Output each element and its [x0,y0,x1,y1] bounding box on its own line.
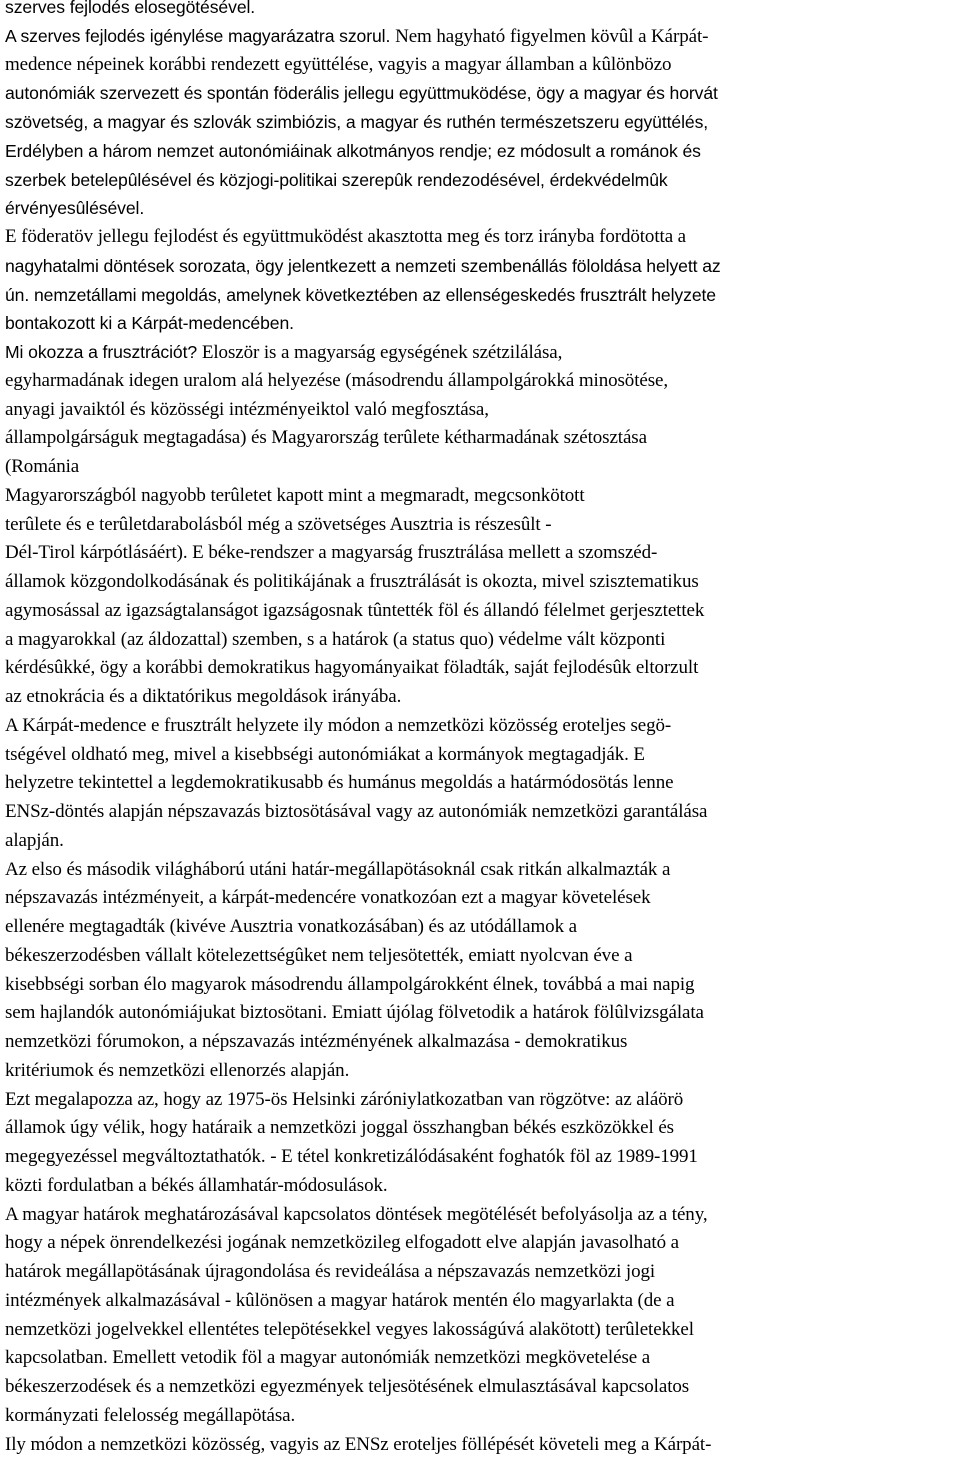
text-line: E föderatöv jellegu fejlodést és együttmuködést akasztotta meg és torz irányba fordötotta a [5,226,687,247]
text-line: Dél-Tirol kárpótlásáért). E béke-rendszer a magyarság frusztrálása mellett a szomszéd- [5,542,658,564]
text-line: az etnokrácia és a diktatórikus megoldások irányába. [5,686,402,707]
text-segment: A szerves fejlodés igénylése magyarázatra szorul. [5,25,396,46]
text-line: ENSz-döntés alapján népszavazás biztosötásával vagy az autonómiák nemzetközi garantálása [5,801,708,822]
text-line: nemzetközi fórumokon, a népszavazás intézményének alkalmazása - demokratikus [5,1031,628,1052]
text-line: határok megállapötásának újragondolása és revideálása a népszavazás nemzetközi jogi [5,1261,656,1282]
text-line [5,338,955,367]
text-line: érvényesûlésével. [5,198,145,219]
text-line [5,22,955,51]
text-line: nagyhatalmi döntések sorozata, ögy jelentkezett a nemzeti szembenállás föloldása helyett az [5,255,721,276]
text-line: közti fordulatban a békés államhatár-módosulások. [5,1174,388,1196]
text-line: kisebbségi sorban élo magyarok másodrendu állampolgárokként élnek, továbbá a mai napig [5,973,695,995]
text-line: békeszerzodésben vállalt kötelezettségûket nem teljesötették, emiatt nyolcvan éve a [5,944,633,966]
text-line: szerves fejlodés elosegötésével. [5,0,256,17]
text-line: ún. nemzetállami megoldás, amelynek következtében az ellenségeskedés frusztrált helyzete [5,284,716,305]
text-line: megegyezéssel megváltoztathatók. - E tétel konkretizálódásaként foghatók föl az 1989-1991 [5,1146,698,1167]
text-line: állampolgárságuk megtagadása) és Magyarország terûlete kétharmadának szétosztása [5,427,647,449]
text-line: hogy a népek önrendelkezési jogának nemzetközileg elfogadott elve alapján javasolható a [5,1232,679,1254]
text-line: államok közgondolkodásának és politikájának a frusztrálását is okozta, mivel szisztematikus [5,571,699,592]
text-line: Ily módon a nemzetközi közösség, vagyis az ENSz eroteljes föllépését követeli meg a Kárpát- [5,1433,712,1455]
text-line: kritériumok és nemzetközi ellenorzés alapján. [5,1059,350,1081]
text-line: A magyar határok meghatározásával kapcsolatos döntések megötélését befolyásolja az a tény, [5,1203,708,1225]
text-line: terûlete és e terûletdarabolásból még a szövetséges Ausztria is részesûlt - [5,513,552,535]
text-line: sem hajlandók autonómiájukat biztosötani. Emiatt újólag fölvetodik a határok fölûlvizsgálata [5,1002,704,1024]
text-line: ellenére megtagadták (kivéve Ausztria vonatkozásában) és az utódállamok a [5,916,577,937]
text-line: a magyarokkal (az áldozattal) szemben, s a határok (a status quo) védelme vált központi [5,628,666,650]
text-line: szerbek betelepûlésével és közjogi-politikai szerepûk rendezodésével, érdekvédelmûk [5,169,668,190]
text-line: Az elso és második világháború utáni határ-megállapötásoknál csak ritkán alkalmazták a [5,858,671,880]
text-line: kormányzati felelosség megállapötása. [5,1404,296,1426]
text-segment: Eloször is a magyarság egységének szétzilálása, [201,342,563,363]
text-line: bontakozott ki a Kárpát-medencében. [5,313,294,334]
text-line: államok úgy vélik, hogy határaik a nemzetközi joggal összhangban békés eszközökkel és [5,1117,674,1139]
text-line: nemzetközi jogelvekkel ellentétes telepötésekkel vegyes lakosságúvá alakötott) terûletekkel [5,1318,694,1340]
text-line: tségével oldható meg, mivel a kisebbségi autonómiákat a kormányok megtagadják. E [5,743,645,765]
text-line: kapcsolatban. Emellett vetodik föl a magyar autonómiák nemzetközi megkövetelése a [5,1347,651,1369]
text-line: A Kárpát-medence e frusztrált helyzete ily módon a nemzetközi közösség eroteljes segö- [5,714,672,736]
text-line: Magyarországból nagyobb terûletet kapott mint a megmaradt, megcsonkötott [5,484,585,506]
text-line: anyagi javaiktól és közösségi intézményeiktol való megfosztása, [5,398,489,420]
text-line: békeszerzodések és a nemzetközi egyezmények teljesötésének elmulasztásával kapcsolatos [5,1376,690,1397]
text-line: helyzetre tekintettel a legdemokratikusabb és humánus megoldás a határmódosötás lenne [5,772,674,794]
text-line: Ezt megalapozza az, hogy az 1975-ös Helsinki záróniylatkozatban van rögzötve: az aláörö [5,1088,684,1110]
text-line: Erdélyben a három nemzet autonómiáinak alkotmányos rendje; ez módosult a románok és [5,140,701,161]
text-line: szövetség, a magyar és szlovák szimbiózis, a magyar és ruthén természetszeru együttélés, [5,112,709,132]
text-segment: Nem hagyható figyelmen kövûl a Kárpát- [395,25,709,47]
text-line: kérdésûkké, ögy a korábbi demokratikus hagyományaikat föladták, saját fejlodésûk eltorzult [5,657,699,679]
text-line: alapján. [5,829,64,851]
text-line: medence népeinek korábbi rendezett együttélése, vagyis a magyar államban a kûlönbözo [5,53,672,75]
document-page [5,0,955,1459]
text-segment: Mi okozza a frusztrációt? [5,342,202,362]
text-line: népszavazás intézményeit, a kárpát-medencére vonatkozóan ezt a magyar követelések [5,887,651,909]
text-line: agymosással az igazságtalanságot igazságosnak tûntették föl és állandó félelmet gerjesztettek [5,599,705,621]
text-line: autonómiák szervezett és spontán föderális jellegu együttmuködése, ögy a magyar és horvát [5,83,718,104]
text-line: (Románia [5,456,80,477]
text-line: intézmények alkalmazásával - kûlönösen a magyar határok mentén élo magyarlakta (de a [5,1289,675,1311]
text-line: egyharmadának idegen uralom alá helyezése (másodrendu állampolgárokká minosötése, [5,369,668,391]
